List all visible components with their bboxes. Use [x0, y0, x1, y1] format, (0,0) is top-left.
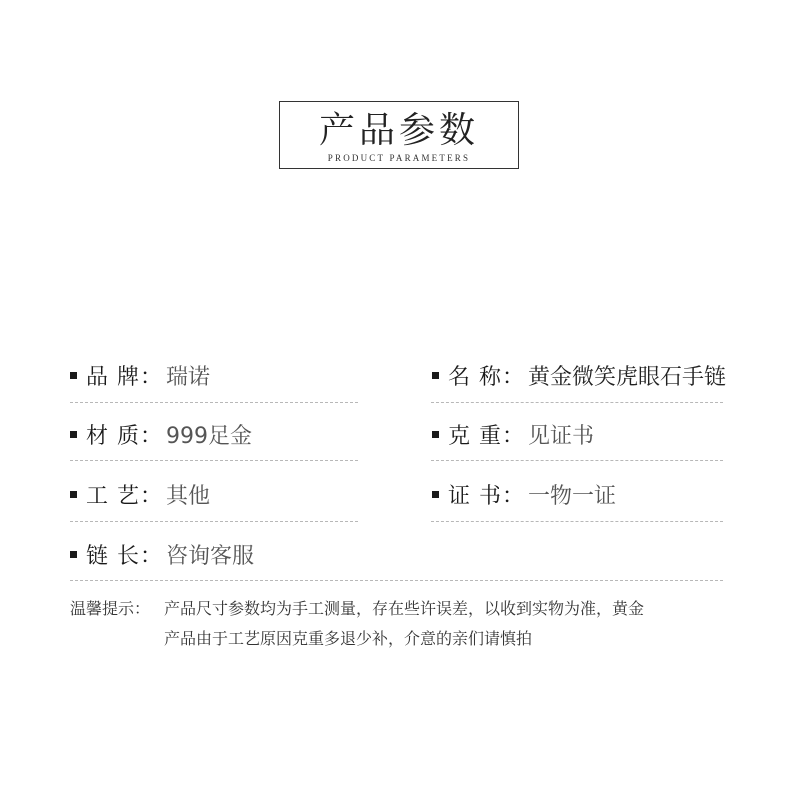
param-certificate — [432, 479, 616, 509]
param-separator: ： — [140, 364, 163, 390]
section-subtitle: PRODUCT PARAMETERS — [327, 153, 471, 163]
param-brand — [70, 360, 210, 390]
param-value: 其他 — [166, 483, 211, 509]
param-value: 黄金微笑虎眼石手链 — [528, 364, 727, 390]
bullet-icon — [70, 551, 77, 558]
bullet-icon — [70, 491, 77, 498]
bullet-icon — [432, 431, 439, 438]
param-name — [432, 360, 726, 390]
tip-line: 产品尺寸参数均为手工测量，存在些许误差，以收到实物为准，黄金 — [164, 599, 645, 618]
param-value: 一物一证 — [528, 483, 617, 509]
param-value: 瑞诺 — [166, 364, 211, 390]
bullet-icon — [70, 431, 77, 438]
param-weight — [432, 419, 594, 449]
param-chain-length — [70, 539, 254, 569]
bullet-icon — [432, 372, 439, 379]
param-craft — [70, 479, 210, 509]
param-value: 见证书 — [528, 423, 595, 449]
dashed-divider — [70, 460, 358, 461]
tip-line: 产品由于工艺原因克重多退少补，介意的亲们请慎拍 — [164, 629, 533, 648]
param-label: 品 牌 — [86, 364, 140, 390]
dashed-divider — [70, 402, 358, 403]
dashed-divider — [431, 402, 723, 403]
param-separator: ： — [140, 543, 163, 569]
param-label: 名 称 — [448, 364, 502, 390]
tip-text — [164, 594, 740, 654]
param-separator: ： — [140, 423, 163, 449]
param-label: 工 艺 — [86, 483, 140, 509]
section-title-box — [279, 101, 519, 169]
param-label: 证 书 — [448, 483, 502, 509]
param-value: 咨询客服 — [166, 543, 255, 569]
dashed-divider — [70, 521, 358, 522]
dashed-divider — [431, 521, 723, 522]
param-separator: ： — [502, 423, 525, 449]
bullet-icon — [70, 372, 77, 379]
dashed-divider-full — [70, 580, 723, 581]
param-label: 链 长 — [86, 543, 140, 569]
param-label: 克 重 — [448, 423, 502, 449]
param-value: 999足金 — [166, 423, 253, 449]
tip-label: 温馨提示： — [70, 599, 151, 618]
bullet-icon — [432, 491, 439, 498]
param-separator: ： — [140, 483, 163, 509]
param-separator: ： — [502, 483, 525, 509]
param-material — [70, 419, 252, 449]
param-label: 材 质 — [86, 423, 140, 449]
dashed-divider — [431, 460, 723, 461]
param-separator: ： — [502, 364, 525, 390]
section-title: 产品参数 — [318, 110, 479, 151]
